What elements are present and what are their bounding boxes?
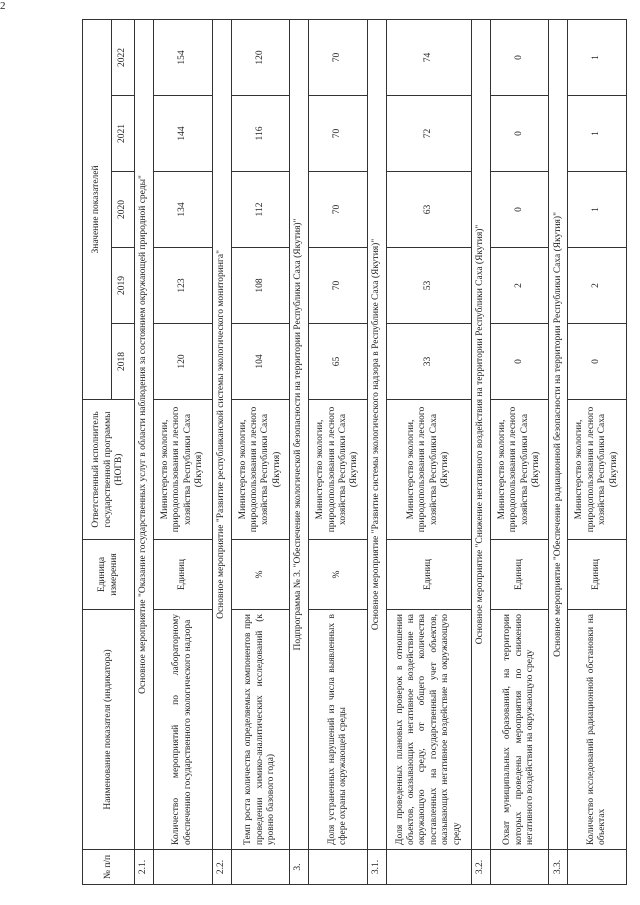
rotated-page	[82, 20, 627, 885]
value-cell: 120	[231, 19, 290, 95]
section-title: Основное мероприятие "Развитие республиканской системы экологического мониторинга"	[212, 19, 231, 849]
header-year: 2022	[112, 19, 135, 95]
section-row	[212, 19, 231, 884]
section-row	[471, 19, 490, 884]
table-row	[309, 19, 368, 884]
section-title: Подпрограмма № 3. "Обеспечение экологической безопасности на территории Республики Саха (Якутия)"	[290, 19, 309, 849]
value-cell: 70	[309, 248, 368, 324]
section-title: Основное мероприятие "Развитие системы экологического надзора в Республике Саха (Якутия)"	[367, 19, 386, 849]
table-row	[568, 19, 627, 884]
table-row	[386, 19, 471, 884]
row-number: 3.3.	[549, 850, 568, 885]
header-year: 2020	[112, 172, 135, 248]
value-cell: 116	[231, 96, 290, 172]
section-row	[367, 19, 386, 884]
value-cell: 53	[386, 248, 471, 324]
header-num: № п/п	[83, 850, 135, 885]
indicator-unit: Единиц	[490, 540, 549, 610]
value-cell: 0	[490, 172, 549, 248]
indicator-unit: Единиц	[568, 540, 627, 610]
row-number: 2.2.	[212, 850, 231, 885]
row-number: 3.1.	[367, 850, 386, 885]
table-row	[154, 19, 213, 884]
value-cell: 1	[568, 19, 627, 95]
value-cell: 63	[386, 172, 471, 248]
indicators-table	[82, 19, 627, 885]
indicator-executor: Министерство экологии, природопользования и лесного хозяйства Республики Саха (Якутия)	[154, 400, 213, 540]
indicator-name: Темп роста количества определяемых компонентов при проведении химико-аналитических исследований (к уровню базового года)	[231, 610, 290, 850]
row-number: 3.2.	[471, 850, 490, 885]
indicator-unit: %	[231, 540, 290, 610]
page-number: 2	[0, 0, 6, 12]
indicator-name: Доля проведенных плановых проверок в отношении объектов, оказывающих негативное воздействие на окружающую среду, от общего количества поставленных на государственный учет объектов, оказывающих негативное воздействие на окружающую среду	[386, 610, 471, 850]
value-cell: 70	[309, 96, 368, 172]
value-cell: 134	[154, 172, 213, 248]
value-cell: 0	[568, 324, 627, 400]
value-cell: 154	[154, 19, 213, 95]
row-number	[231, 850, 290, 885]
value-cell: 65	[309, 324, 368, 400]
row-number: 3.	[290, 850, 309, 885]
row-number: 2.1.	[135, 850, 154, 885]
value-cell: 2	[568, 248, 627, 324]
indicator-executor: Министерство экологии, природопользования и лесного хозяйства Республики Саха (Якутия)	[309, 400, 368, 540]
indicator-executor: Министерство экологии, природопользования и лесного хозяйства Республики Саха (Якутия)	[231, 400, 290, 540]
indicator-name: Охват муниципальных образований, на территории которых проведены мероприятия по снижению негативного воздействия на окружающую среду	[490, 610, 549, 850]
header-year: 2018	[112, 324, 135, 400]
value-cell: 112	[231, 172, 290, 248]
indicator-executor: Министерство экологии, природопользования и лесного хозяйства Республики Саха (Якутия)	[386, 400, 471, 540]
value-cell: 33	[386, 324, 471, 400]
table-row	[231, 19, 290, 884]
section-row	[290, 19, 309, 884]
value-cell: 123	[154, 248, 213, 324]
value-cell: 120	[154, 324, 213, 400]
section-title: Основное мероприятие "Обеспечение радиационной безопасности на территории Республики Саха (Якутия)"	[549, 19, 568, 849]
header-year: 2021	[112, 96, 135, 172]
value-cell: 74	[386, 19, 471, 95]
indicator-name: Доля устраненных нарушений из числа выявленных в сфере охраны окружающей среды	[309, 610, 368, 850]
indicator-executor: Министерство экологии, природопользования и лесного хозяйства Республики Саха (Якутия)	[490, 400, 549, 540]
indicator-unit: Единиц	[154, 540, 213, 610]
indicator-unit: %	[309, 540, 368, 610]
header-name: Наименование показателя (индикатора)	[83, 610, 135, 850]
indicator-name: Количество мероприятий по лабораторному обеспечению государственного экологического надзора	[154, 610, 213, 850]
table-row	[490, 19, 549, 884]
value-cell: 0	[490, 324, 549, 400]
row-number	[386, 850, 471, 885]
section-row	[135, 19, 154, 884]
value-cell: 108	[231, 248, 290, 324]
value-cell: 70	[309, 172, 368, 248]
value-cell: 1	[568, 96, 627, 172]
value-cell: 72	[386, 96, 471, 172]
header-unit: Единица измерения	[83, 540, 135, 610]
value-cell: 1	[568, 172, 627, 248]
row-number	[490, 850, 549, 885]
header-executor: Ответственный исполнитель государственной программы (НОГВ)	[83, 400, 135, 540]
value-cell: 2	[490, 248, 549, 324]
row-number	[154, 850, 213, 885]
value-cell: 70	[309, 19, 368, 95]
section-title: Основное мероприятие "Снижение негативного воздействия на территории Республики Саха (Якутия)"	[471, 19, 490, 849]
value-cell: 144	[154, 96, 213, 172]
value-cell: 104	[231, 324, 290, 400]
value-cell: 0	[490, 96, 549, 172]
row-number	[568, 850, 627, 885]
section-row	[549, 19, 568, 884]
header-values-group: Значение показателей	[83, 19, 112, 399]
row-number	[309, 850, 368, 885]
value-cell: 0	[490, 19, 549, 95]
indicator-executor: Министерство экологии, природопользования и лесного хозяйства Республики Саха (Якутия)	[568, 400, 627, 540]
section-title: Основное мероприятие "Оказание государственных услуг в области наблюдения за состоянием окружающей природной среды"	[135, 19, 154, 849]
indicator-unit: Единиц	[386, 540, 471, 610]
header-year: 2019	[112, 248, 135, 324]
indicator-name: Количество исследований радиационной обстановки на объектах	[568, 610, 627, 850]
